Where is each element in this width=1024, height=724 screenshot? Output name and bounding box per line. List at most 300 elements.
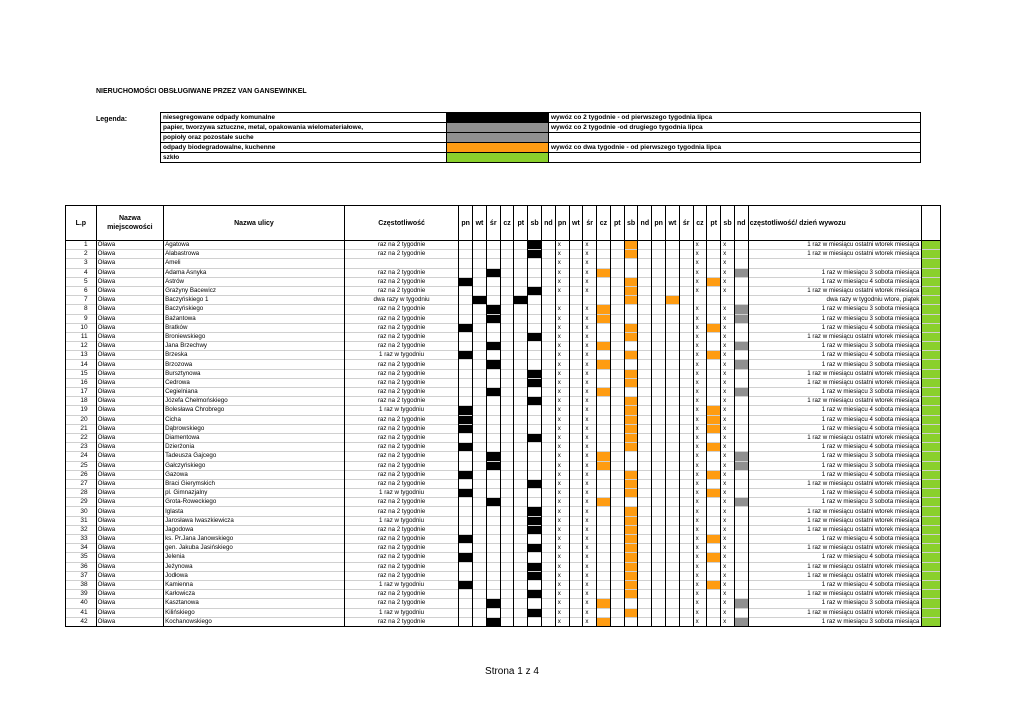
day-cell	[679, 525, 693, 534]
day-cell	[734, 489, 748, 498]
day-cell	[638, 342, 652, 351]
header-town: Nazwa miejscowości	[96, 206, 163, 241]
legend-row	[161, 133, 921, 143]
day-cell	[473, 351, 487, 360]
day-cell	[666, 323, 680, 332]
day-cell	[514, 535, 528, 544]
day-cell	[541, 277, 555, 286]
row-glass-frequency: 1 raz w miesiącu 3 sobota miesiąca	[748, 305, 922, 314]
table-row	[66, 580, 941, 589]
row-frequency: raz na 2 tygodnie	[344, 332, 458, 341]
day-cell	[734, 277, 748, 286]
day-cell	[597, 498, 611, 507]
day-cell	[514, 406, 528, 415]
row-street: Gałczyńskiego	[164, 461, 345, 470]
row-glass-color	[922, 617, 941, 626]
row-town: Oława	[96, 277, 163, 286]
row-frequency: raz na 2 tygodnie	[344, 535, 458, 544]
day-cell	[459, 452, 473, 461]
day-cell	[679, 470, 693, 479]
day-cell	[707, 296, 721, 305]
row-glass-color	[922, 305, 941, 314]
day-cell	[473, 571, 487, 580]
header-day: cz	[597, 206, 611, 241]
day-cell	[679, 378, 693, 387]
day-cell	[514, 351, 528, 360]
day-cell	[679, 388, 693, 397]
day-cell	[707, 277, 721, 286]
day-cell	[679, 342, 693, 351]
day-cell	[569, 277, 583, 286]
day-cell	[473, 296, 487, 305]
day-cell: x	[583, 617, 597, 626]
day-cell	[459, 406, 473, 415]
day-cell	[610, 268, 624, 277]
day-cell	[652, 323, 666, 332]
day-cell	[666, 590, 680, 599]
row-glass-color	[922, 314, 941, 323]
day-cell	[486, 424, 500, 433]
day-cell: x	[693, 277, 707, 286]
day-cell	[541, 305, 555, 314]
legend-swatch	[447, 153, 549, 163]
day-cell: x	[555, 369, 569, 378]
day-cell: x	[693, 617, 707, 626]
day-cell	[610, 250, 624, 259]
table-row	[66, 424, 941, 433]
day-cell	[610, 360, 624, 369]
row-street: Brzozowa	[164, 360, 345, 369]
day-cell	[707, 397, 721, 406]
day-cell: x	[583, 250, 597, 259]
day-cell	[597, 433, 611, 442]
day-cell	[707, 479, 721, 488]
row-glass-color	[922, 388, 941, 397]
row-town: Oława	[96, 378, 163, 387]
day-cell	[459, 553, 473, 562]
day-cell	[541, 342, 555, 351]
row-street: Jeżynowa	[164, 562, 345, 571]
header-street: Nazwa ulicy	[164, 206, 345, 241]
day-cell	[679, 360, 693, 369]
day-cell	[459, 489, 473, 498]
day-cell	[486, 498, 500, 507]
day-cell	[597, 351, 611, 360]
row-lp: 14	[66, 360, 97, 369]
day-cell	[666, 562, 680, 571]
day-cell: x	[693, 397, 707, 406]
day-cell: x	[693, 599, 707, 608]
day-cell	[721, 296, 735, 305]
day-cell: x	[721, 489, 735, 498]
day-cell	[679, 277, 693, 286]
day-cell	[666, 415, 680, 424]
day-cell	[528, 360, 542, 369]
row-street: Gazowa	[164, 470, 345, 479]
day-cell	[652, 342, 666, 351]
page-footer: Strona 1 z 4	[485, 666, 539, 677]
day-cell	[486, 406, 500, 415]
day-cell	[486, 323, 500, 332]
day-cell: x	[693, 286, 707, 295]
row-frequency: raz na 2 tygodnie	[344, 525, 458, 534]
day-cell: x	[721, 470, 735, 479]
row-frequency: raz na 2 tygodnie	[344, 323, 458, 332]
row-street: Jana Brzechwy	[164, 342, 345, 351]
day-cell	[500, 323, 514, 332]
row-glass-frequency: 1 raz w miesiącu 3 sobota miesiąca	[748, 268, 922, 277]
day-cell: x	[555, 443, 569, 452]
day-cell	[652, 443, 666, 452]
day-cell	[528, 544, 542, 553]
table-row	[66, 535, 941, 544]
day-cell	[473, 617, 487, 626]
row-street: Jarosława Iwaszkiewicza	[164, 516, 345, 525]
row-glass-frequency: 1 raz w miesiącu ostatni wtorek miesiąca	[748, 507, 922, 516]
day-cell	[610, 415, 624, 424]
day-cell: x	[583, 562, 597, 571]
day-cell	[500, 406, 514, 415]
day-cell	[459, 461, 473, 470]
day-cell: x	[583, 314, 597, 323]
day-cell	[734, 608, 748, 617]
day-cell	[514, 259, 528, 268]
row-lp: 39	[66, 590, 97, 599]
day-cell: x	[721, 424, 735, 433]
day-cell	[528, 332, 542, 341]
day-cell	[486, 241, 500, 250]
row-glass-frequency: 1 raz w miesiącu ostatni wtorek miesiąca	[748, 369, 922, 378]
day-cell	[638, 525, 652, 534]
day-cell	[638, 332, 652, 341]
day-cell	[500, 580, 514, 589]
day-cell	[734, 351, 748, 360]
day-cell	[514, 378, 528, 387]
day-cell	[624, 562, 638, 571]
day-cell	[597, 296, 611, 305]
day-cell	[597, 277, 611, 286]
day-cell	[666, 608, 680, 617]
day-cell	[514, 415, 528, 424]
day-cell: x	[693, 415, 707, 424]
day-cell	[486, 443, 500, 452]
row-glass-color	[922, 268, 941, 277]
day-cell	[652, 314, 666, 323]
day-cell	[610, 525, 624, 534]
day-cell	[486, 305, 500, 314]
day-cell: x	[583, 397, 597, 406]
day-cell	[528, 452, 542, 461]
row-street: Kamienna	[164, 580, 345, 589]
day-cell	[734, 516, 748, 525]
day-cell	[597, 286, 611, 295]
day-cell: x	[555, 342, 569, 351]
row-glass-color	[922, 406, 941, 415]
day-cell	[610, 332, 624, 341]
row-glass-frequency: 1 raz w miesiącu 4 sobota miesiąca	[748, 277, 922, 286]
day-cell	[569, 259, 583, 268]
day-cell	[734, 388, 748, 397]
table-row	[66, 443, 941, 452]
day-cell	[500, 452, 514, 461]
day-cell	[734, 342, 748, 351]
day-cell	[528, 250, 542, 259]
row-glass-frequency: 1 raz w miesiącu 4 sobota miesiąca	[748, 323, 922, 332]
day-cell	[514, 342, 528, 351]
row-town: Oława	[96, 250, 163, 259]
day-cell	[569, 617, 583, 626]
day-cell: x	[693, 443, 707, 452]
row-frequency: dwa razy w tygodniu	[344, 296, 458, 305]
day-cell: x	[555, 617, 569, 626]
row-town: Oława	[96, 388, 163, 397]
day-cell	[679, 424, 693, 433]
day-cell	[679, 443, 693, 452]
day-cell	[707, 424, 721, 433]
day-cell	[597, 314, 611, 323]
table-row	[66, 608, 941, 617]
day-cell	[473, 332, 487, 341]
day-cell	[666, 553, 680, 562]
legend-item-desc	[549, 153, 921, 163]
row-frequency: 1 raz w tygodniu	[344, 406, 458, 415]
day-cell	[486, 332, 500, 341]
day-cell	[707, 470, 721, 479]
row-glass-frequency: 1 raz w miesiącu 3 sobota miesiąca	[748, 617, 922, 626]
table-row	[66, 562, 941, 571]
day-cell	[500, 433, 514, 442]
day-cell	[597, 305, 611, 314]
day-cell	[528, 342, 542, 351]
day-cell	[514, 507, 528, 516]
day-cell	[679, 571, 693, 580]
day-cell	[707, 268, 721, 277]
day-cell	[610, 516, 624, 525]
day-cell: x	[583, 378, 597, 387]
row-glass-frequency: 1 raz w miesiącu 4 sobota miesiąca	[748, 415, 922, 424]
day-cell	[624, 479, 638, 488]
day-cell	[610, 562, 624, 571]
day-cell	[734, 571, 748, 580]
day-cell	[624, 369, 638, 378]
row-glass-frequency: 1 raz w miesiącu 3 sobota miesiąca	[748, 599, 922, 608]
row-glass-color	[922, 461, 941, 470]
row-town: Oława	[96, 470, 163, 479]
row-lp: 21	[66, 424, 97, 433]
day-cell	[666, 498, 680, 507]
day-cell	[666, 305, 680, 314]
day-cell	[707, 388, 721, 397]
day-cell	[473, 479, 487, 488]
day-cell: x	[555, 250, 569, 259]
day-cell	[624, 342, 638, 351]
day-cell	[666, 369, 680, 378]
row-frequency: 1 raz w tygodniu	[344, 489, 458, 498]
row-glass-color	[922, 360, 941, 369]
day-cell	[528, 268, 542, 277]
day-cell: x	[721, 433, 735, 442]
day-cell	[500, 599, 514, 608]
row-town: Oława	[96, 286, 163, 295]
row-frequency: raz na 2 tygodnie	[344, 378, 458, 387]
day-cell	[652, 360, 666, 369]
row-town: Oława	[96, 259, 163, 268]
day-cell	[500, 525, 514, 534]
day-cell	[638, 351, 652, 360]
day-cell	[459, 571, 473, 580]
day-cell: x	[693, 406, 707, 415]
day-cell	[597, 580, 611, 589]
day-cell	[473, 250, 487, 259]
day-cell	[679, 580, 693, 589]
day-cell	[514, 452, 528, 461]
day-cell: x	[583, 470, 597, 479]
day-cell: x	[721, 525, 735, 534]
day-cell	[597, 443, 611, 452]
row-town: Oława	[96, 360, 163, 369]
day-cell	[734, 259, 748, 268]
day-cell: x	[693, 314, 707, 323]
day-cell	[473, 397, 487, 406]
row-glass-color	[922, 351, 941, 360]
day-cell	[652, 250, 666, 259]
day-cell	[610, 433, 624, 442]
day-cell	[610, 314, 624, 323]
row-street: Broniewskiego	[164, 332, 345, 341]
day-cell	[666, 452, 680, 461]
day-cell: x	[555, 268, 569, 277]
row-town: Oława	[96, 415, 163, 424]
row-glass-frequency: 1 raz w miesiącu 4 sobota miesiąca	[748, 489, 922, 498]
day-cell	[459, 388, 473, 397]
day-cell	[528, 388, 542, 397]
day-cell	[610, 507, 624, 516]
day-cell	[666, 507, 680, 516]
row-frequency: raz na 2 tygodnie	[344, 277, 458, 286]
day-cell	[597, 571, 611, 580]
row-town: Oława	[96, 544, 163, 553]
row-glass-color	[922, 323, 941, 332]
day-cell	[707, 535, 721, 544]
day-cell	[541, 544, 555, 553]
legend-item-name: szkło	[161, 153, 447, 163]
day-cell	[638, 562, 652, 571]
day-cell	[597, 406, 611, 415]
day-cell	[597, 452, 611, 461]
day-cell: x	[555, 599, 569, 608]
day-cell	[679, 351, 693, 360]
row-lp: 13	[66, 351, 97, 360]
day-cell: x	[693, 351, 707, 360]
row-glass-color	[922, 452, 941, 461]
day-cell	[638, 250, 652, 259]
day-cell	[459, 378, 473, 387]
day-cell	[459, 443, 473, 452]
table-row	[66, 332, 941, 341]
row-frequency: raz na 2 tygodnie	[344, 268, 458, 277]
day-cell	[638, 571, 652, 580]
day-cell	[528, 470, 542, 479]
day-cell	[638, 241, 652, 250]
day-cell	[500, 562, 514, 571]
day-cell	[666, 443, 680, 452]
day-cell	[459, 369, 473, 378]
day-cell	[486, 314, 500, 323]
day-cell	[486, 351, 500, 360]
day-cell	[514, 277, 528, 286]
row-lp: 19	[66, 406, 97, 415]
day-cell	[597, 507, 611, 516]
row-glass-color	[922, 415, 941, 424]
day-cell	[473, 277, 487, 286]
day-cell	[652, 544, 666, 553]
day-cell: x	[721, 342, 735, 351]
header-day: nd	[638, 206, 652, 241]
day-cell	[486, 479, 500, 488]
day-cell	[610, 590, 624, 599]
day-cell	[624, 590, 638, 599]
day-cell	[514, 241, 528, 250]
day-cell	[486, 535, 500, 544]
day-cell	[486, 553, 500, 562]
day-cell	[624, 388, 638, 397]
day-cell	[624, 571, 638, 580]
day-cell	[707, 507, 721, 516]
day-cell	[541, 296, 555, 305]
day-cell	[666, 397, 680, 406]
day-cell	[693, 296, 707, 305]
day-cell: x	[555, 305, 569, 314]
day-cell	[569, 498, 583, 507]
day-cell	[624, 452, 638, 461]
day-cell	[652, 378, 666, 387]
row-frequency: raz na 2 tygodnie	[344, 250, 458, 259]
day-cell	[734, 580, 748, 589]
day-cell	[610, 369, 624, 378]
day-cell	[734, 332, 748, 341]
day-cell	[679, 516, 693, 525]
day-cell	[459, 241, 473, 250]
day-cell	[610, 259, 624, 268]
day-cell	[666, 360, 680, 369]
day-cell	[473, 268, 487, 277]
day-cell	[652, 525, 666, 534]
day-cell	[500, 388, 514, 397]
day-cell	[569, 406, 583, 415]
day-cell	[652, 535, 666, 544]
day-cell: x	[555, 388, 569, 397]
day-cell	[459, 516, 473, 525]
day-cell	[734, 360, 748, 369]
day-cell	[528, 507, 542, 516]
day-cell	[569, 516, 583, 525]
header-day: pt	[707, 206, 721, 241]
day-cell	[597, 544, 611, 553]
day-cell	[679, 544, 693, 553]
day-cell: x	[555, 516, 569, 525]
day-cell: x	[583, 553, 597, 562]
day-cell	[734, 415, 748, 424]
row-town: Oława	[96, 489, 163, 498]
row-street: Karłowicza	[164, 590, 345, 599]
day-cell	[638, 406, 652, 415]
row-town: Oława	[96, 397, 163, 406]
day-cell	[514, 498, 528, 507]
day-cell	[666, 571, 680, 580]
day-cell	[528, 296, 542, 305]
legend-swatch	[447, 133, 549, 143]
table-row	[66, 342, 941, 351]
